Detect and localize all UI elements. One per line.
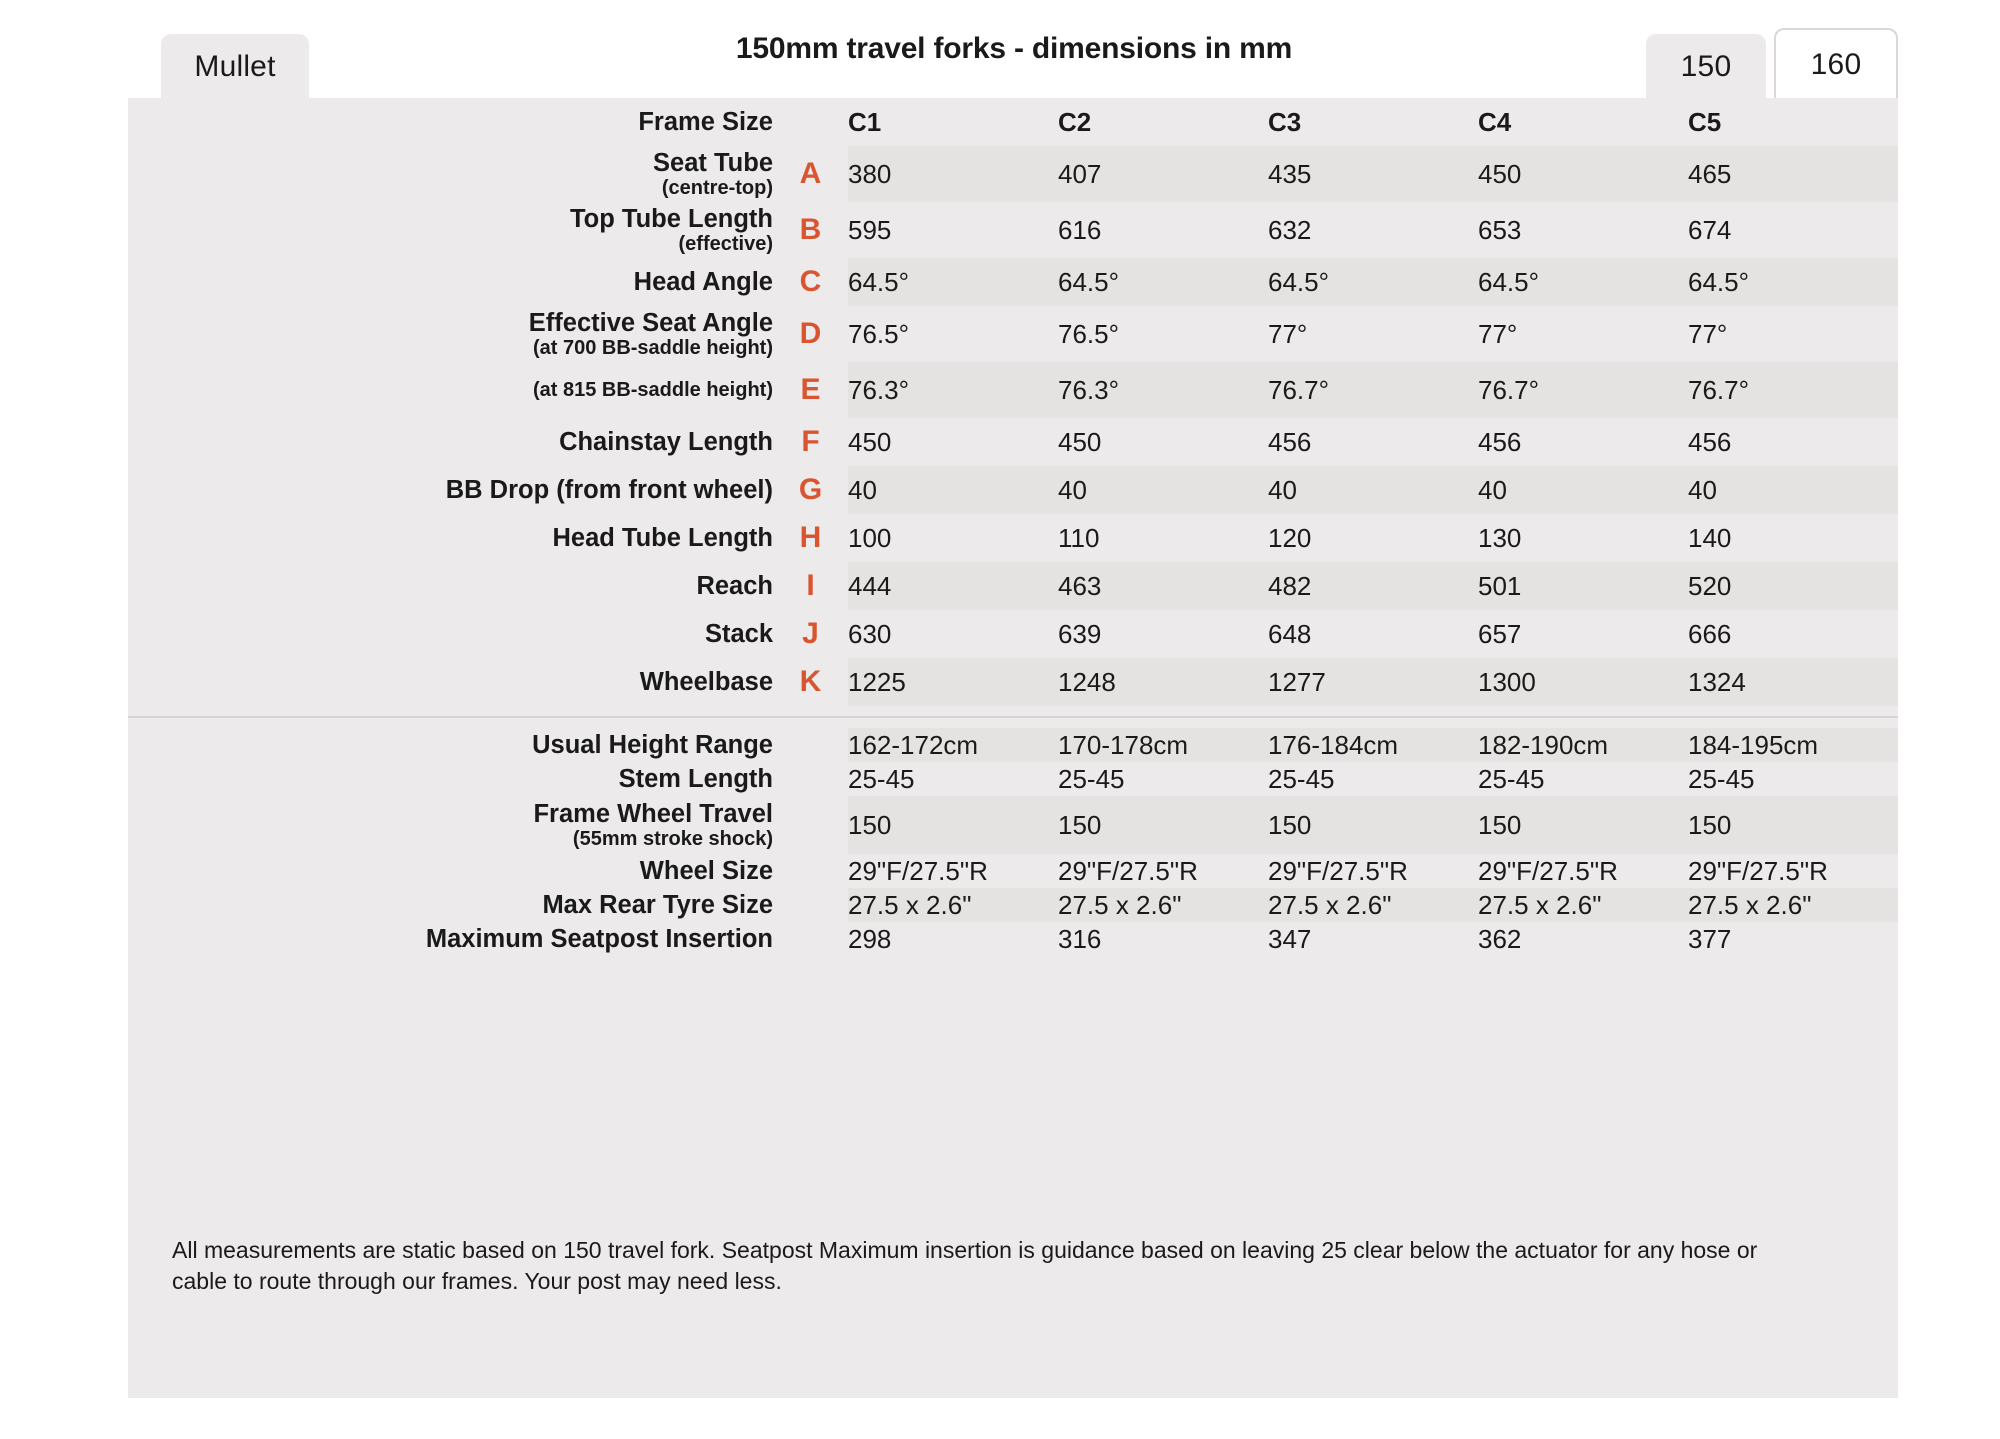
row-letter: E (800, 373, 821, 406)
row-letter: C (799, 265, 822, 298)
bottom-spacer (128, 956, 1898, 986)
row-label: Chainstay Length (559, 427, 773, 456)
table-row (128, 202, 1898, 258)
data-cell: 77° (1268, 318, 1308, 349)
data-cell: 64.5° (1268, 258, 1478, 306)
table-row (128, 466, 1898, 514)
data-cell: 40 (1478, 466, 1688, 514)
data-cell: 110 (1058, 522, 1100, 553)
geometry-table (128, 98, 1898, 986)
letter-cell (773, 98, 848, 146)
row-label: Reach (696, 571, 773, 600)
data-cell: 176-184cm (1268, 728, 1478, 762)
data-cell: 27.5 x 2.6" (1268, 888, 1478, 922)
data-cell: 77° (1688, 318, 1728, 349)
table-header-label: Frame Size (638, 107, 773, 136)
row-label: Head Angle (633, 267, 773, 296)
data-cell: 29"F/27.5"R (848, 855, 988, 886)
page-title: 150mm travel forks - dimensions in mm (735, 32, 1293, 65)
data-cell: 40 (1058, 466, 1268, 514)
row-label: Stack (704, 619, 773, 648)
data-cell: 150 (1478, 796, 1688, 854)
table-row (128, 888, 1898, 922)
row-label: Wheel Size (639, 856, 773, 885)
data-cell: 616 (1058, 214, 1102, 245)
table-row (128, 610, 1898, 658)
data-cell: 76.5° (848, 318, 910, 349)
data-cell: 362 (1478, 923, 1522, 954)
data-cell: 630 (848, 618, 892, 649)
data-cell: 1225 (848, 658, 1058, 706)
table-row (128, 258, 1898, 306)
data-cell: 465 (1688, 146, 1898, 202)
footnote-text: All measurements are static based on 150 travel fork. Seatpost Maximum insertion is guidance based on leaving 25 clear below the actuator for any hose or cable to route through our frames. Your post may need less. (172, 1237, 1758, 1295)
data-cell: 76.7° (1478, 362, 1688, 418)
row-label: Maximum Seatpost Insertion (425, 924, 773, 953)
data-cell: 64.5° (1688, 258, 1898, 306)
row-label: Head Tube Length (552, 523, 773, 552)
data-cell: 27.5 x 2.6" (1478, 888, 1688, 922)
row-label: Seat Tube (centre-top) (653, 148, 773, 200)
data-cell: 456 (1688, 426, 1732, 457)
data-cell: 29"F/27.5"R (1688, 855, 1828, 886)
data-cell: 25-45 (1688, 763, 1755, 794)
row-letter: H (799, 521, 822, 554)
data-cell: 27.5 x 2.6" (848, 888, 1058, 922)
table-row (128, 854, 1898, 888)
row-letter: B (799, 213, 822, 246)
row-label: Max Rear Tyre Size (542, 890, 773, 919)
data-cell: 450 (848, 426, 892, 457)
data-cell: 435 (1268, 146, 1478, 202)
column-header-c3: C3 (1268, 106, 1302, 137)
data-cell: 170-178cm (1058, 728, 1268, 762)
data-cell: 666 (1688, 618, 1732, 649)
data-cell: 648 (1268, 618, 1312, 649)
row-label: Stem Length (618, 764, 773, 793)
tab-travel-150-label: 150 (1680, 50, 1732, 83)
data-cell: 27.5 x 2.6" (1688, 888, 1898, 922)
data-cell: 653 (1478, 214, 1522, 245)
data-cell: 674 (1688, 214, 1732, 245)
data-cell: 520 (1688, 562, 1898, 610)
data-cell: 130 (1478, 522, 1522, 553)
data-cell: 150 (1688, 796, 1898, 854)
data-cell: 140 (1688, 522, 1732, 553)
table-header-row (128, 98, 1898, 146)
table-row (128, 562, 1898, 610)
data-cell: 298 (848, 923, 892, 954)
table-row (128, 146, 1898, 202)
data-cell: 407 (1058, 146, 1268, 202)
table-row (128, 658, 1898, 706)
data-cell: 456 (1478, 426, 1522, 457)
table-row (128, 418, 1898, 466)
row-letter (773, 762, 848, 796)
data-cell: 482 (1268, 562, 1478, 610)
data-cell: 657 (1478, 618, 1522, 649)
data-cell: 29"F/27.5"R (1058, 855, 1198, 886)
data-cell: 150 (1058, 796, 1268, 854)
data-cell: 64.5° (1058, 258, 1268, 306)
table-row (128, 796, 1898, 854)
row-label: Top Tube Length (effective) (569, 204, 773, 256)
data-cell: 120 (1268, 522, 1312, 553)
data-cell: 347 (1268, 923, 1312, 954)
data-cell: 1248 (1058, 658, 1268, 706)
row-letter: F (801, 425, 820, 458)
row-letter: A (799, 157, 822, 190)
data-cell: 182-190cm (1478, 728, 1688, 762)
data-cell: 1300 (1478, 658, 1688, 706)
data-cell: 463 (1058, 562, 1268, 610)
column-header-c4: C4 (1478, 106, 1512, 137)
data-cell: 639 (1058, 618, 1102, 649)
data-cell: 40 (1688, 466, 1898, 514)
data-cell: 64.5° (848, 258, 1058, 306)
data-cell: 40 (848, 466, 1058, 514)
row-letter: G (798, 473, 823, 506)
row-letter (773, 922, 848, 956)
row-label: Usual Height Range (532, 730, 773, 759)
data-cell: 456 (1268, 426, 1312, 457)
data-cell: 76.5° (1058, 318, 1120, 349)
data-cell: 25-45 (1058, 763, 1125, 794)
table-row (128, 762, 1898, 796)
column-header-c2: C2 (1058, 106, 1092, 137)
table-row (128, 922, 1898, 956)
row-letter (773, 888, 848, 922)
data-cell: 77° (1478, 318, 1518, 349)
table-row (128, 728, 1898, 762)
data-cell: 29"F/27.5"R (1478, 855, 1618, 886)
row-letter: I (806, 569, 815, 602)
data-cell: 25-45 (848, 763, 915, 794)
section-divider (128, 716, 1898, 718)
tab-mullet-label: Mullet (194, 50, 276, 83)
data-cell: 380 (848, 146, 1058, 202)
table-row (128, 514, 1898, 562)
data-cell: 150 (848, 796, 1058, 854)
data-cell: 25-45 (1268, 763, 1335, 794)
data-cell: 450 (1058, 426, 1102, 457)
data-cell: 184-195cm (1688, 728, 1898, 762)
data-cell: 501 (1478, 562, 1688, 610)
data-cell: 450 (1478, 146, 1688, 202)
row-letter: D (799, 317, 822, 350)
data-cell: 1277 (1268, 658, 1478, 706)
data-cell: 162-172cm (848, 728, 1058, 762)
data-cell: 76.3° (1058, 362, 1268, 418)
data-cell: 595 (848, 214, 892, 245)
row-label: (at 815 BB-saddle height) (532, 378, 773, 401)
data-cell: 76.3° (848, 362, 1058, 418)
data-cell: 64.5° (1478, 258, 1688, 306)
table-row (128, 306, 1898, 362)
data-cell: 100 (848, 522, 892, 553)
data-cell: 29"F/27.5"R (1268, 855, 1408, 886)
data-cell: 377 (1688, 923, 1732, 954)
data-cell: 632 (1268, 214, 1312, 245)
data-cell: 444 (848, 562, 1058, 610)
data-cell: 40 (1268, 466, 1478, 514)
data-cell: 25-45 (1478, 763, 1545, 794)
row-label: BB Drop (from front wheel) (445, 475, 773, 504)
row-letter (773, 796, 848, 854)
row-label: Frame Wheel Travel (55mm stroke shock) (533, 799, 773, 851)
tab-travel-160-label: 160 (1810, 48, 1862, 81)
data-cell: 27.5 x 2.6" (1058, 888, 1268, 922)
row-letter (773, 854, 848, 888)
row-label: Effective Seat Angle (at 700 BB-saddle height) (528, 308, 773, 360)
row-letter (773, 728, 848, 762)
row-label: Wheelbase (639, 667, 773, 696)
data-cell: 76.7° (1688, 362, 1898, 418)
table-row (128, 362, 1898, 418)
data-cell: 316 (1058, 923, 1102, 954)
data-cell: 150 (1268, 796, 1478, 854)
row-letter: K (799, 665, 822, 698)
column-header-c1: C1 (848, 106, 882, 137)
geometry-table-panel (128, 98, 1898, 1398)
column-header-c5: C5 (1688, 106, 1722, 137)
row-letter: J (802, 617, 819, 650)
data-cell: 1324 (1688, 658, 1898, 706)
data-cell: 76.7° (1268, 362, 1478, 418)
